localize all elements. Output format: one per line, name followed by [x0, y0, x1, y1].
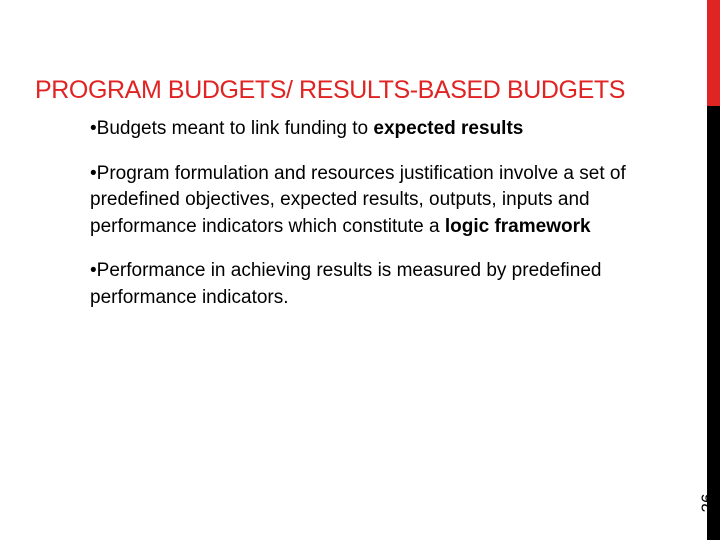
bullet-item [90, 161, 690, 241]
slide-title: PROGRAM BUDGETS/ RESULTS-BASED BUDGETS [35, 76, 625, 104]
bullet-emphasis: logic framework [444, 215, 591, 237]
bullet-list [90, 116, 690, 329]
side-rail [707, 106, 720, 540]
bullet-item [90, 258, 690, 311]
bullet-marker: • [90, 260, 97, 281]
bullet-marker: • [90, 162, 97, 184]
page-number: 26 [698, 493, 717, 513]
bullet-text: Budgets meant to link funding to [96, 118, 374, 139]
bullet-text: Program formulation and resources justification involve a set of predefined objectives, expected results, outputs, inputs and performance indicators which constitute a [90, 162, 626, 237]
bullet-marker: • [90, 118, 97, 139]
bullet-item [90, 116, 690, 143]
accent-bar [707, 0, 720, 106]
bullet-text: Performance in achieving results is measured by predefined performance indicators. [90, 260, 602, 308]
bullet-emphasis: expected results [373, 118, 524, 139]
